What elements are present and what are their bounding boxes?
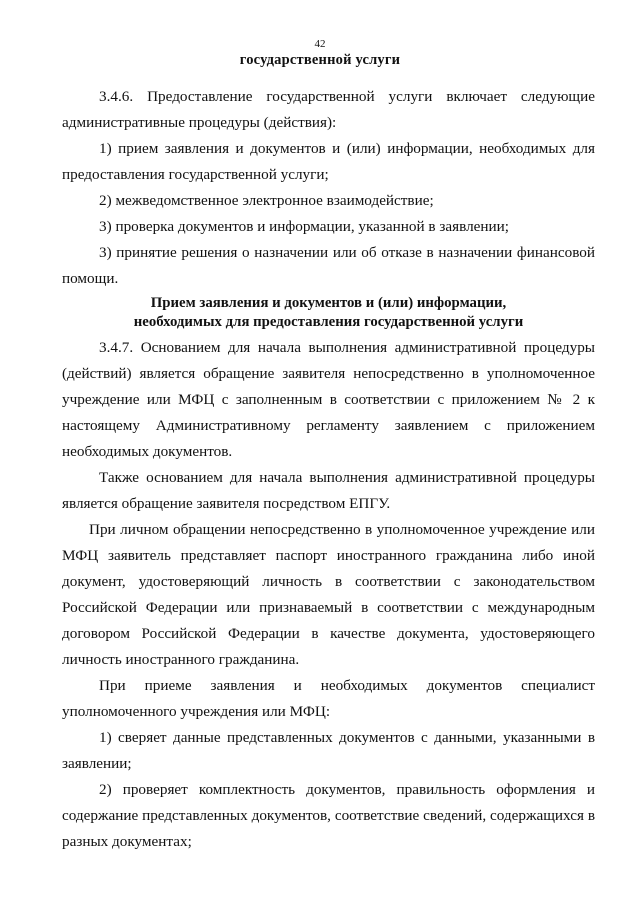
paragraph-3-4-7: 3.4.7. Основанием для начала выполнения административной процедуры (действий) является обращение заявителя непосредственно в уполномоченное учреждение или МФЦ с заполненным в соответствии с приложением № 2 к настоящему Административному регламенту заявлением с приложением необходимых документов. <box>62 339 595 460</box>
paragraph-specialist: При приеме заявления и необходимых документов специалист уполномоченного учреждения или МФЦ: <box>62 677 595 720</box>
section-heading <box>62 294 595 332</box>
section-heading-line-1: Прием заявления и документов и (или) информации, <box>150 295 507 311</box>
list-item-1: 1) прием заявления и документов и (или) информации, необходимых для предоставления государственной услуги; <box>62 140 595 183</box>
specialist-item-2: 2) проверяет комплектность документов, правильность оформления и содержание представленных документов, соответствие сведений, содержащихся в разных документах; <box>62 781 595 850</box>
list-item-4: 3) принятие решения о назначении или об отказе в назначении финансовой помощи. <box>62 244 595 287</box>
paragraph-personal-appeal: При личном обращении непосредственно в уполномоченное учреждение или МФЦ заявитель представляет паспорт иностранного гражданина либо иной документ, удостоверяющий личность в соответствии с законодательством Российской Федерации или признаваемый в соответствии с международным договором Российской Федерации в качестве документа, удостоверяющего личность иностранного гражданина. <box>62 521 595 668</box>
running-head: государственной услуги <box>239 52 401 68</box>
specialist-item-1: 1) сверяет данные представленных документов с данными, указанными в заявлении; <box>62 729 595 772</box>
page-number: 42 <box>314 38 326 50</box>
document-body <box>62 84 595 855</box>
paragraph-epgu: Также основанием для начала выполнения административной процедуры является обращение заявителя посредством ЕПГУ. <box>62 469 595 512</box>
list-item-3: 3) проверка документов и информации, указанной в заявлении; <box>99 218 510 235</box>
list-item-2: 2) межведомственное электронное взаимодействие; <box>99 192 434 209</box>
paragraph-3-4-6: 3.4.6. Предоставление государственной услуги включает следующие административные процедуры (действия): <box>62 88 595 131</box>
section-heading-line-2: необходимых для предоставления государственной услуги <box>133 314 524 330</box>
